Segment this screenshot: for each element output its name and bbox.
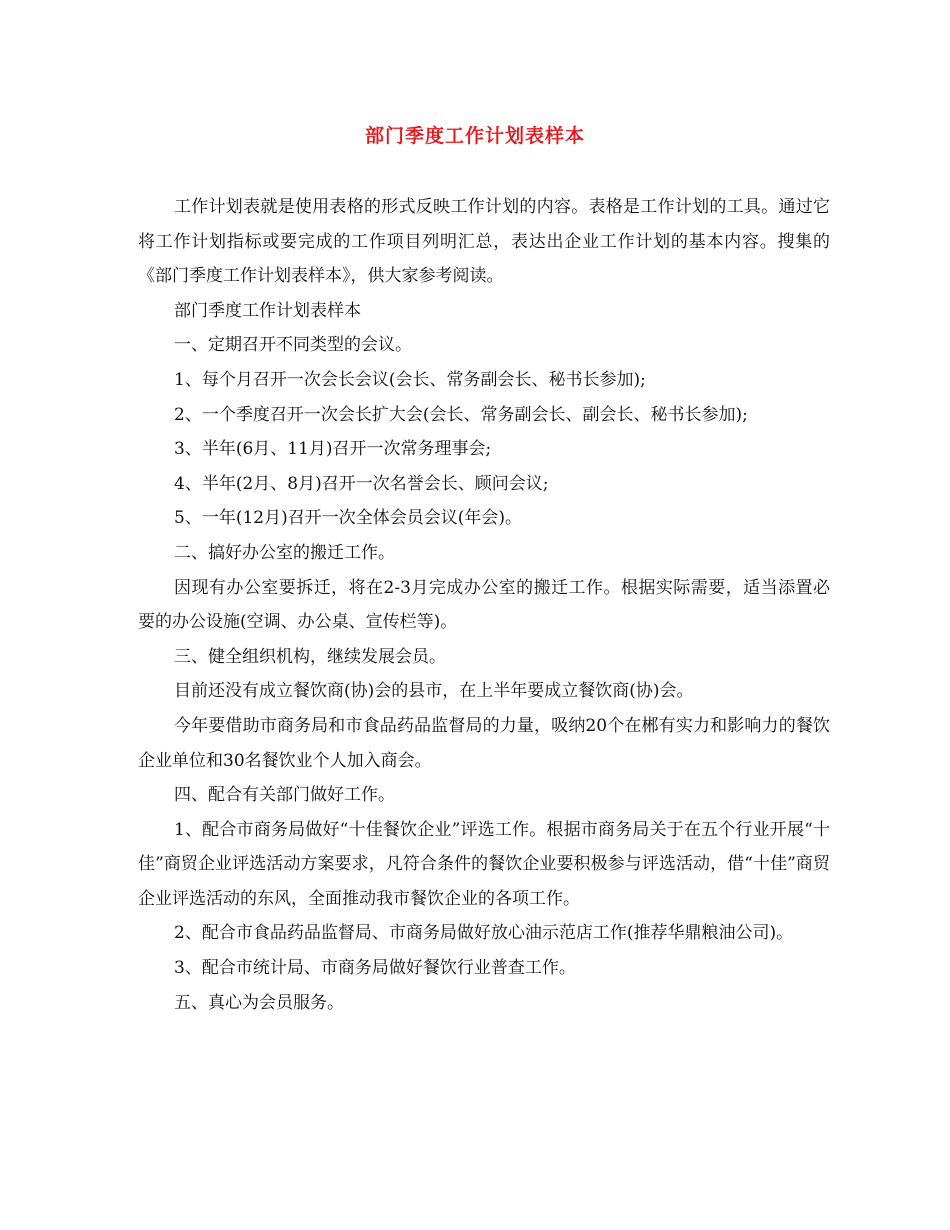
list-item-1-3: 3、半年(6月、11月)召开一次常务理事会; — [174, 439, 492, 460]
list-item-4-1: 1、配合市商务局做好“十佳餐饮企业”评选工作。根据市商务局关于在五个行业开展“十佳”商贸企业评选活动方案要求，凡符合条件的餐饮企业要积极参与评选活动，借“十佳”商贸企业评选活动的东风，全面推动我市餐饮企业的各项工作。 — [138, 819, 830, 909]
paragraph-relocation: 因现有办公室要拆迁，将在2-3月完成办公室的搬迁工作。根据实际需要，适当添置必要的办公设施(空调、办公桌、宣传栏等)。 — [138, 577, 830, 633]
paragraph-intro: 工作计划表就是使用表格的形式反映工作计划的内容。表格是工作计划的工具。通过它将工作计划指标或要完成的工作项目列明汇总，表达出企业工作计划的基本内容。搜集的《部门季度工作计划表样本》，供大家参考阅读。 — [138, 197, 830, 287]
list-item-4-3: 3、配合市统计局、市商务局做好餐饮行业普查工作。 — [174, 958, 576, 979]
paragraph-organization: 目前还没有成立餐饮商(协)会的县市，在上半年要成立餐饮商(协)会。 — [174, 681, 694, 702]
list-item-1-4: 4、半年(2月、8月)召开一次名誉会长、顾问会议; — [174, 473, 549, 494]
paragraph-membership: 今年要借助市商务局和市食品药品监督局的力量，吸纳20个在郴有实力和影响力的餐饮企业单位和30名餐饮业个人加入商会。 — [138, 715, 830, 771]
list-item-1-2: 2、一个季度召开一次会长扩大会(会长、常务副会长、副会长、秘书长参加); — [174, 404, 748, 425]
section-heading-2: 二、搞好办公室的搬迁工作。 — [174, 542, 395, 563]
list-item-1-5: 5、一年(12月)召开一次全体会员会议(年会)。 — [174, 508, 522, 529]
list-item-4-2: 2、配合市食品药品监督局、市商务局做好放心油示范店工作(推荐华鼎粮油公司)。 — [174, 923, 794, 944]
section-heading-1: 一、定期召开不同类型的会议。 — [174, 335, 412, 356]
section-heading-5: 五、真心为会员服务。 — [174, 992, 344, 1013]
document-title: 部门季度工作计划表样本 — [364, 125, 585, 147]
list-item-1-1: 1、每个月召开一次会长会议(会长、常务副会长、秘书长参加); — [174, 369, 646, 390]
document-body — [138, 190, 830, 1020]
section-heading-4: 四、配合有关部门做好工作。 — [174, 785, 395, 806]
paragraph-subtitle: 部门季度工作计划表样本 — [174, 300, 361, 321]
section-heading-3: 三、健全组织机构，继续发展会员。 — [174, 646, 446, 667]
